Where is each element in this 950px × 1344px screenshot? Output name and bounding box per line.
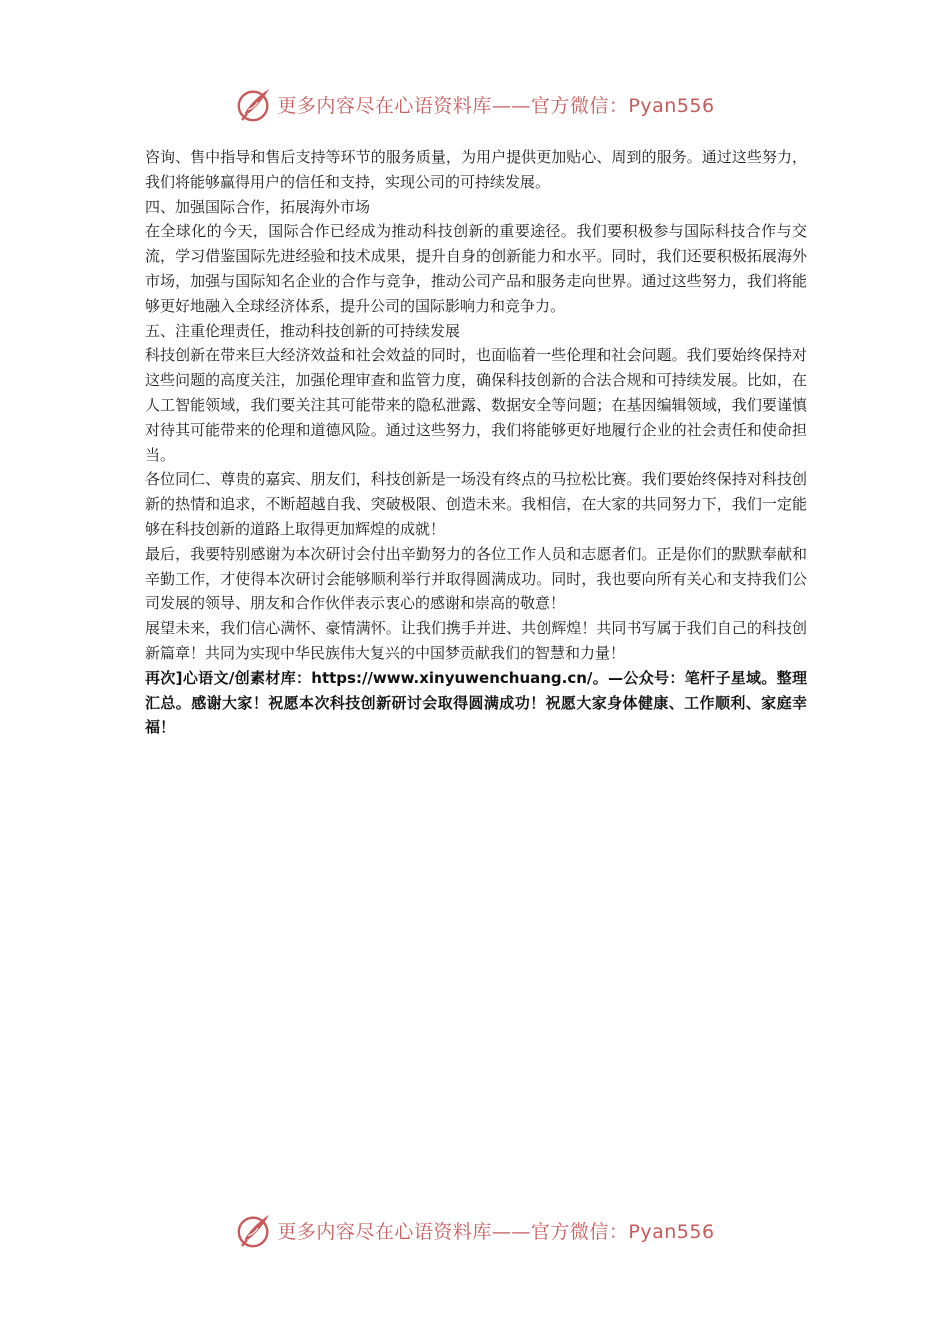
quill-pen-logo-icon [235,1211,273,1249]
paragraph: 咨询、售中指导和售后支持等环节的服务质量，为用户提供更加贴心、周到的服务。通过这些努力，我们将能够赢得用户的信任和支持，实现公司的可持续发展。 [145,148,807,191]
footer-banner [0,1208,950,1252]
paragraph: 最后，我要特别感谢为本次研讨会付出辛勤努力的各位工作人员和志愿者们。正是你们的默默奉献和辛勤工作，才使得本次研讨会能够顺利举行并取得圆满成功。同时，我也要向所有关心和支持我们公司发展的领导、朋友和合作伙伴表示衷心的感谢和崇高的敬意！ [145,544,807,613]
document-body [145,145,807,740]
header-banner [0,82,950,126]
quill-pen-logo-icon [235,85,273,123]
section-heading: 五、注重伦理责任，推动科技创新的可持续发展 [145,321,461,340]
paragraph: 科技创新在带来巨大经济效益和社会效益的同时，也面临着一些伦理和社会问题。我们要始终保持对这些问题的高度关注，加强伦理审查和监管力度，确保科技创新的合法合规和可持续发展。比如，在人工智能领域，我们要关注其可能带来的隐私泄露、数据安全等问题；在基因编辑领域，我们要谨慎对待其可能带来的伦理和道德风险。通过这些努力，我们将能够更好地履行企业的社会责任和使命担当。 [145,346,807,464]
header-banner-text: 更多内容尽在心语资料库——官方微信：Pyan556 [277,94,715,117]
section-heading: 四、加强国际合作，拓展海外市场 [145,197,371,216]
paragraph: 各位同仁、尊贵的嘉宾、朋友们，科技创新是一场没有终点的马拉松比赛。我们要始终保持对科技创新的热情和追求，不断超越自我、突破极限、创造未来。我相信，在大家的共同努力下，我们一定能够在科技创新的道路上取得更加辉煌的成就！ [145,470,807,538]
footer-banner-text: 更多内容尽在心语资料库——官方微信：Pyan556 [277,1220,715,1243]
paragraph: 展望未来，我们信心满怀、豪情满怀。让我们携手并进、共创辉煌！共同书写属于我们自己的科技创新篇章！共同为实现中华民族伟大复兴的中国梦贡献我们的智慧和力量！ [145,619,807,662]
paragraph: 在全球化的今天，国际合作已经成为推动科技创新的重要途径。我们要积极参与国际科技合作与交流，学习借鉴国际先进经验和技术成果，提升自身的创新能力和水平。同时，我们还要积极拓展海外市场，加强与国际知名企业的合作与竞争，推动公司产品和服务走向世界。通过这些努力，我们将能够更好地融入全球经济体系，提升公司的国际影响力和竞争力。 [145,222,807,315]
closing-paragraph: 再次]心语文/创素材库：https://www.xinyuwenchuang.cn/。—公众号：笔杆子星域。整理汇总。感谢大家！祝愿本次科技创新研讨会取得圆满成功！祝愿大家身体健康、工作顺利、家庭幸福！ [145,668,807,737]
